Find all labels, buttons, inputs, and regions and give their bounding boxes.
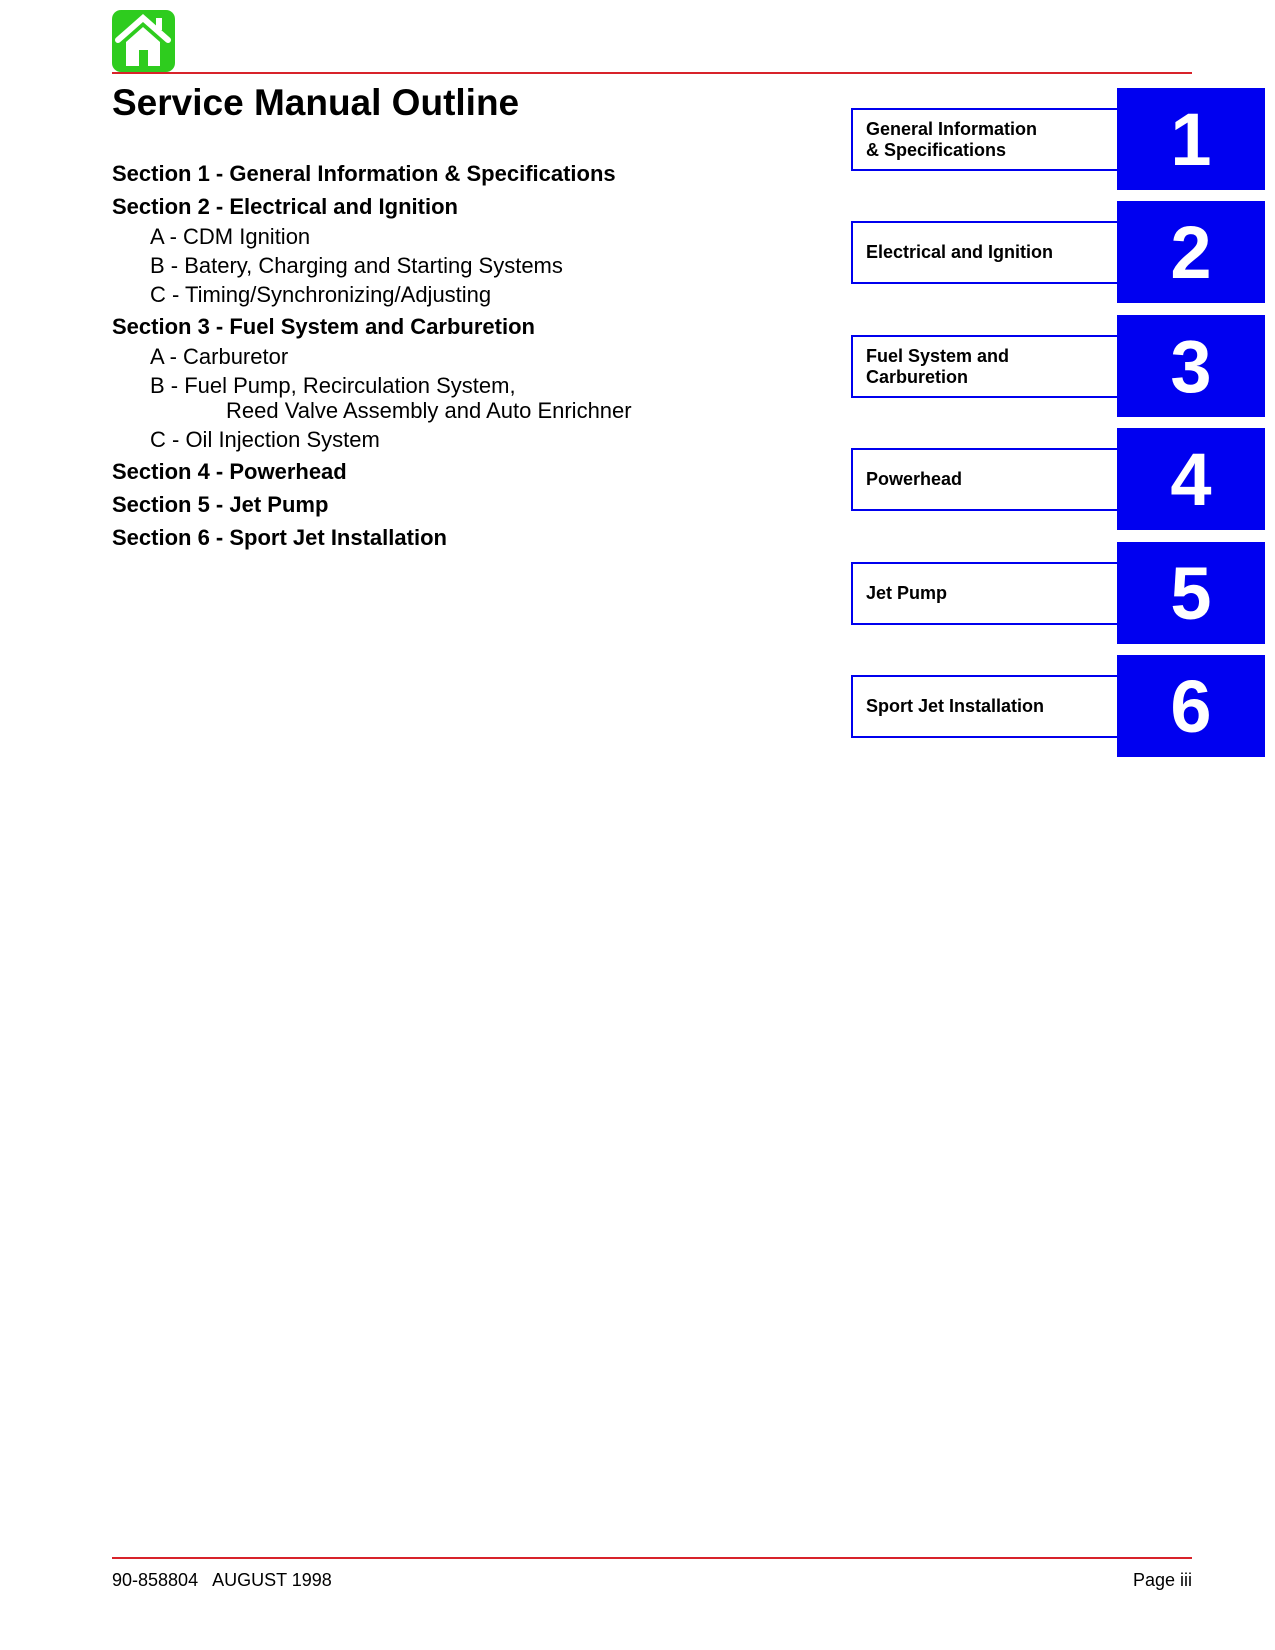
section-tab-4[interactable] — [851, 428, 1265, 530]
tab-label-line1: Jet Pump — [866, 583, 948, 603]
outline-sub-2c[interactable]: C - Timing/Synchronizing/Adjusting — [150, 282, 492, 307]
home-button[interactable] — [112, 10, 175, 72]
tab-label-line1: Powerhead — [866, 469, 963, 489]
section-tab-5[interactable] — [851, 542, 1265, 644]
footer-rule — [112, 1557, 1192, 1559]
tab-number: 4 — [1117, 428, 1265, 530]
tab-label-line1: Fuel System and — [866, 345, 1010, 366]
tab-label-line1: Electrical and Ignition — [866, 242, 1054, 262]
outline-section-6[interactable]: Section 6 - Sport Jet Installation — [112, 525, 447, 550]
tab-number: 1 — [1117, 88, 1265, 190]
page-title: Service Manual Outline — [112, 82, 520, 123]
outline-sub-3b[interactable]: B - Fuel Pump, Recirculation System, — [150, 373, 516, 398]
tab-number: 6 — [1117, 655, 1265, 757]
outline-section-3[interactable]: Section 3 - Fuel System and Carburetion — [112, 314, 535, 339]
outline-sub-2a[interactable]: A - CDM Ignition — [150, 224, 311, 249]
tab-number: 5 — [1117, 542, 1265, 644]
outline-sub-3a[interactable]: A - Carburetor — [150, 344, 289, 369]
tab-label — [851, 108, 1117, 171]
outline-section-5[interactable]: Section 5 - Jet Pump — [112, 492, 329, 517]
section-tab-6[interactable] — [851, 655, 1265, 757]
footer-page-number: Page iii — [1132, 1570, 1192, 1590]
outline-sub-2b[interactable]: B - Batery, Charging and Starting Systems — [150, 253, 563, 278]
tab-label — [851, 562, 1117, 625]
tab-label — [851, 448, 1117, 511]
header-rule — [112, 72, 1192, 74]
footer-doc-info: 90-858804 AUGUST 1998 — [112, 1570, 332, 1590]
tab-label — [851, 675, 1117, 738]
outline-sub-3b-continuation[interactable]: Reed Valve Assembly and Auto Enrichner — [226, 398, 632, 423]
section-tab-2[interactable] — [851, 201, 1265, 303]
tab-label — [851, 221, 1117, 284]
outline-section-1[interactable]: Section 1 - General Information & Specifications — [112, 161, 616, 186]
outline-section-4[interactable]: Section 4 - Powerhead — [112, 459, 347, 484]
section-tab-1[interactable] — [851, 88, 1265, 190]
section-tab-3[interactable] — [851, 315, 1265, 417]
outline-sub-3c[interactable]: C - Oil Injection System — [150, 427, 380, 452]
tab-number: 3 — [1117, 315, 1265, 417]
home-icon — [112, 10, 175, 72]
tab-label-line1: Sport Jet Installation — [866, 696, 1045, 716]
tab-label — [851, 335, 1117, 398]
outline-section-2[interactable]: Section 2 - Electrical and Ignition — [112, 194, 458, 219]
tab-label-line2: Carburetion — [866, 366, 969, 387]
tab-label-line1: General Information — [866, 118, 1038, 139]
tab-number: 2 — [1117, 201, 1265, 303]
tab-label-line2: & Specifications — [866, 139, 1007, 160]
outline-list — [112, 156, 812, 553]
